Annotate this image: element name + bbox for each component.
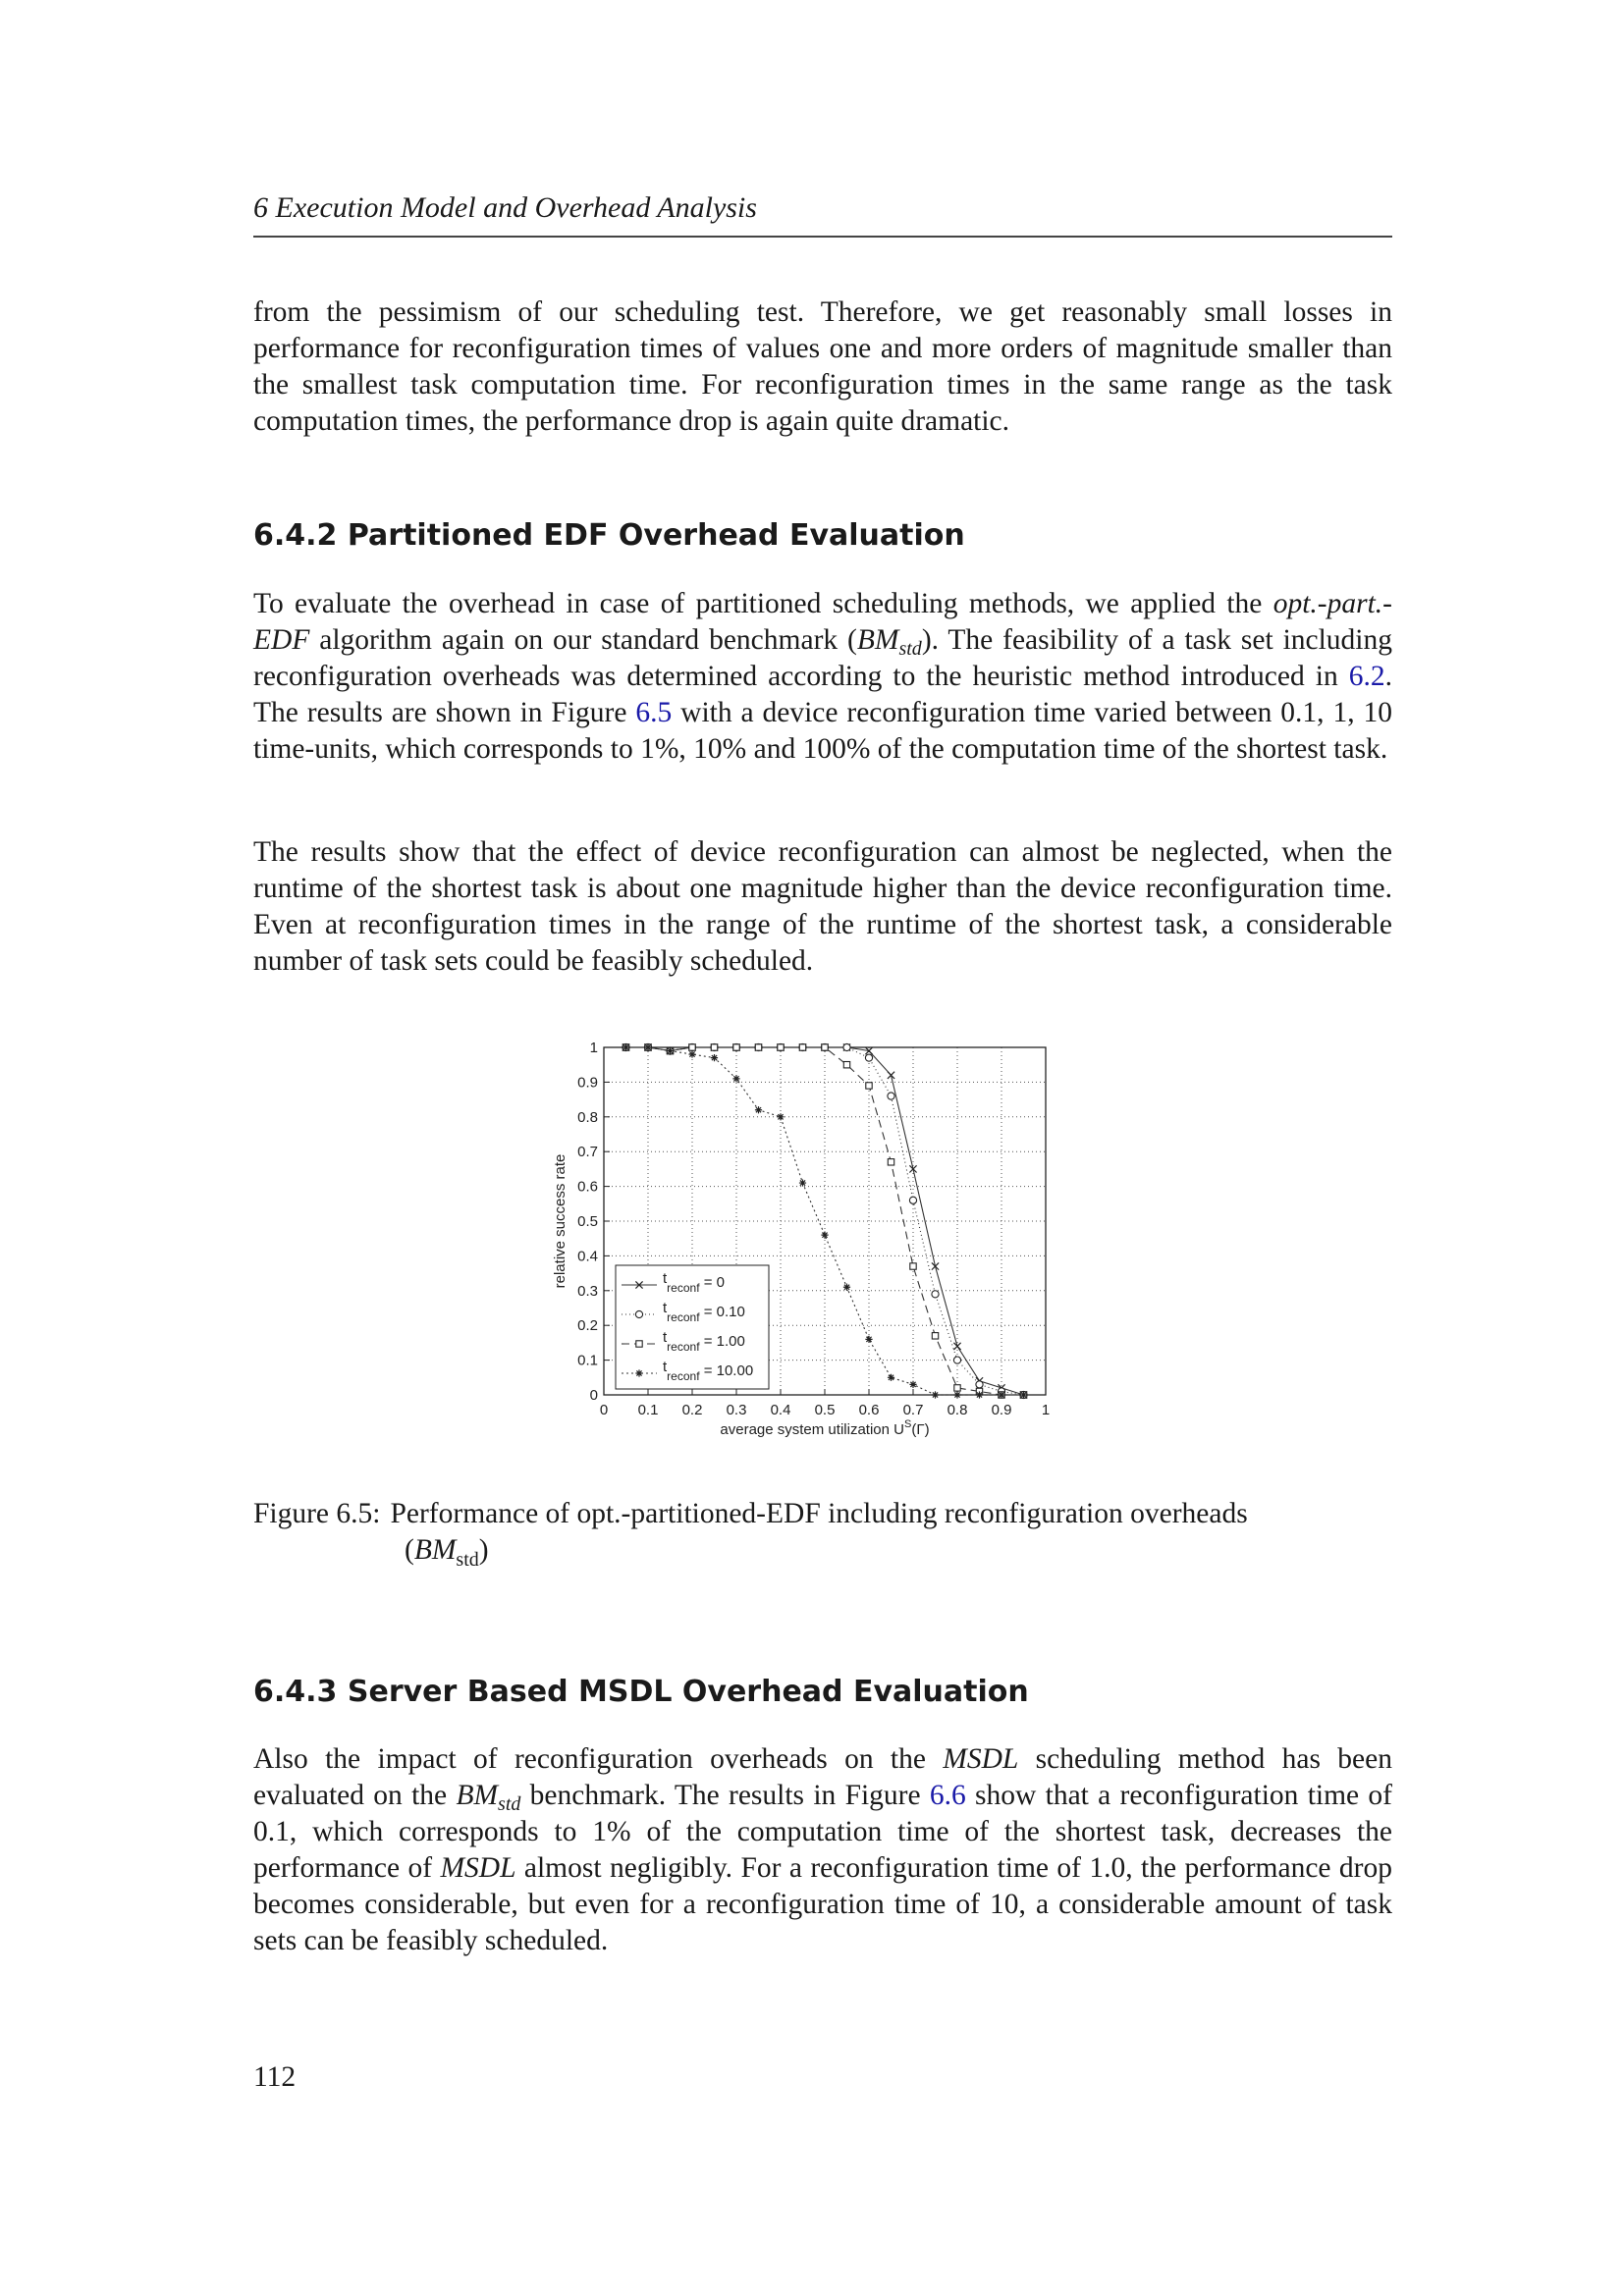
data-point-series-3 (888, 1374, 894, 1381)
data-point-series-2 (910, 1263, 916, 1269)
y-tick-label: 0.6 (577, 1178, 598, 1196)
x-tick-label: 0.7 (902, 1402, 924, 1418)
legend-label-2: $t_{reconf} = 1.00$ (663, 1329, 745, 1354)
legend-label-3: $t_{reconf} = 10.00$ (663, 1359, 754, 1383)
data-point-series-2 (932, 1333, 938, 1339)
data-point-series-3 (821, 1232, 828, 1239)
data-point-series-3 (976, 1391, 983, 1398)
data-point-series-3 (623, 1043, 629, 1050)
figure-ref-link[interactable]: 6.6 (929, 1780, 966, 1811)
x-tick-label: 0.2 (681, 1402, 703, 1418)
paragraph-1: from the pessimism of our scheduling test. Therefore, we get reasonably small losses in performance for reconfiguration times of values one and more orders of magnitude smaller than the smallest task computation time. For reconfiguration times in the same range as the task computation times, the performance drop is again quite dramatic. (253, 296, 1392, 437)
data-point-series-2 (689, 1044, 695, 1050)
data-point-series-2 (755, 1044, 761, 1050)
data-point-series-1 (932, 1291, 939, 1298)
data-point-series-2 (711, 1044, 717, 1050)
data-point-series-2 (778, 1044, 784, 1050)
data-point-series-3 (799, 1179, 806, 1186)
running-head: 6 Execution Model and Overhead Analysis (253, 191, 757, 224)
data-point-series-3 (998, 1391, 1004, 1398)
data-point-series-3 (932, 1391, 939, 1398)
legend-marker-2 (636, 1341, 642, 1347)
y-tick-label: 0.2 (577, 1317, 598, 1335)
data-point-series-3 (953, 1391, 960, 1398)
data-point-series-3 (644, 1043, 651, 1050)
data-point-series-2 (843, 1062, 849, 1068)
data-point-series-1 (843, 1043, 850, 1050)
data-point-series-2 (888, 1159, 893, 1165)
x-tick-label: 0.9 (991, 1402, 1012, 1418)
legend-label-0: $t_{reconf} = 0$ (663, 1270, 725, 1295)
data-point-series-3 (688, 1050, 695, 1057)
x-tick-label: 0.4 (770, 1402, 791, 1418)
data-point-series-3 (755, 1106, 762, 1113)
figure-label: Figure 6.5: (253, 1498, 381, 1529)
section-title-6-4-2: 6.4.2 Partitioned EDF Overhead Evaluation (253, 518, 965, 553)
data-point-series-3 (777, 1113, 784, 1120)
figure-caption (253, 1496, 1392, 1578)
data-point-series-1 (976, 1381, 983, 1388)
x-axis-label: average system utilization $U^S(\Gamma)$ (720, 1418, 930, 1438)
y-tick-label: 0.3 (577, 1282, 598, 1300)
data-point-series-2 (799, 1044, 805, 1050)
success-rate-chart (540, 1021, 1070, 1453)
legend-marker-3 (635, 1369, 642, 1376)
legend-label-1: $t_{reconf} = 0.10$ (663, 1300, 745, 1324)
data-point-series-3 (865, 1336, 872, 1343)
y-tick-label: 1 (589, 1040, 598, 1056)
section-title-6-4-3: 6.4.3 Server Based MSDL Overhead Evaluation (253, 1675, 1029, 1709)
legend-marker-1 (635, 1310, 642, 1317)
x-tick-label: 0.5 (814, 1402, 836, 1418)
data-point-series-2 (822, 1044, 828, 1050)
y-tick-label: 0.1 (577, 1352, 598, 1369)
page-number: 112 (253, 2061, 297, 2093)
y-tick-label: 0.4 (577, 1248, 598, 1265)
data-point-series-1 (865, 1054, 872, 1061)
data-point-series-3 (667, 1047, 674, 1054)
header-rule (253, 236, 1392, 238)
data-point-series-3 (909, 1381, 916, 1388)
data-point-series-3 (732, 1075, 739, 1082)
x-tick-label: 0.6 (858, 1402, 880, 1418)
y-tick-label: 0.9 (577, 1074, 598, 1092)
x-tick-label: 0.3 (726, 1402, 747, 1418)
figure-caption-math: $(BM_{std})$ (405, 1534, 489, 1571)
data-point-series-1 (888, 1093, 894, 1099)
data-point-series-1 (953, 1357, 960, 1363)
y-tick-label: 0.5 (577, 1213, 598, 1230)
section-ref-link[interactable]: 6.2 (1348, 661, 1385, 692)
data-point-series-2 (954, 1385, 960, 1391)
y-tick-label: 0.8 (577, 1108, 598, 1126)
data-point-series-2 (733, 1044, 739, 1050)
paragraph-3: The results show that the effect of device reconfiguration can almost be neglected, when the runtime of the shortest task is about one magnitude higher than the device reconfiguration time. Even at reconfiguration times in the range of the runtime of the shortest task, a considerable number of task sets could be feasibly scheduled. (253, 836, 1392, 977)
figure-ref-link[interactable]: 6.5 (635, 697, 673, 728)
y-axis-label: relative success rate (552, 1153, 568, 1289)
data-point-series-3 (843, 1284, 850, 1291)
data-point-series-2 (866, 1083, 872, 1089)
x-tick-label: 1 (1041, 1402, 1051, 1418)
x-tick-label: 0.1 (637, 1402, 659, 1418)
y-tick-label: 0 (589, 1387, 598, 1404)
data-point-series-1 (909, 1197, 916, 1203)
figure-caption-text: Performance of opt.-partitioned-EDF including reconfiguration overheads (390, 1498, 1248, 1529)
y-tick-label: 0.7 (577, 1144, 598, 1161)
paragraph-4: Also the impact of reconfiguration overheads on the MSDL scheduling method has been evaluated on the $BM_{std}$ benchmark. The results in Figure 6.6 show that a reconfiguration time of 0.1, which corresponds to 1% of the computation time of the shortest task, decreases the performance of MSDL almost negligibly. For a reconfiguration time of 1.0, the performance drop becomes considerable, but even for a reconfiguration time of 10, a considerable amount of task sets can be feasibly scheduled. (253, 1743, 1392, 1956)
x-tick-label: 0 (599, 1402, 609, 1418)
x-tick-label: 0.8 (947, 1402, 968, 1418)
paragraph-2: To evaluate the overhead in case of partitioned scheduling methods, we applied the opt.-part.-EDF algorithm again on our standard benchmark $(BM_{std})$. The feasibility of a task set including reconfiguration overheads was determined according to the heuristic method introduced in 6.2. The results are shown in Figure 6.5 with a device reconfiguration time varied between 0.1, 1, 10 time-units, which corresponds to 1%, 10% and 100% of the computation time of the shortest task. (253, 588, 1392, 765)
data-point-series-3 (1020, 1391, 1027, 1398)
data-point-series-3 (711, 1054, 718, 1061)
